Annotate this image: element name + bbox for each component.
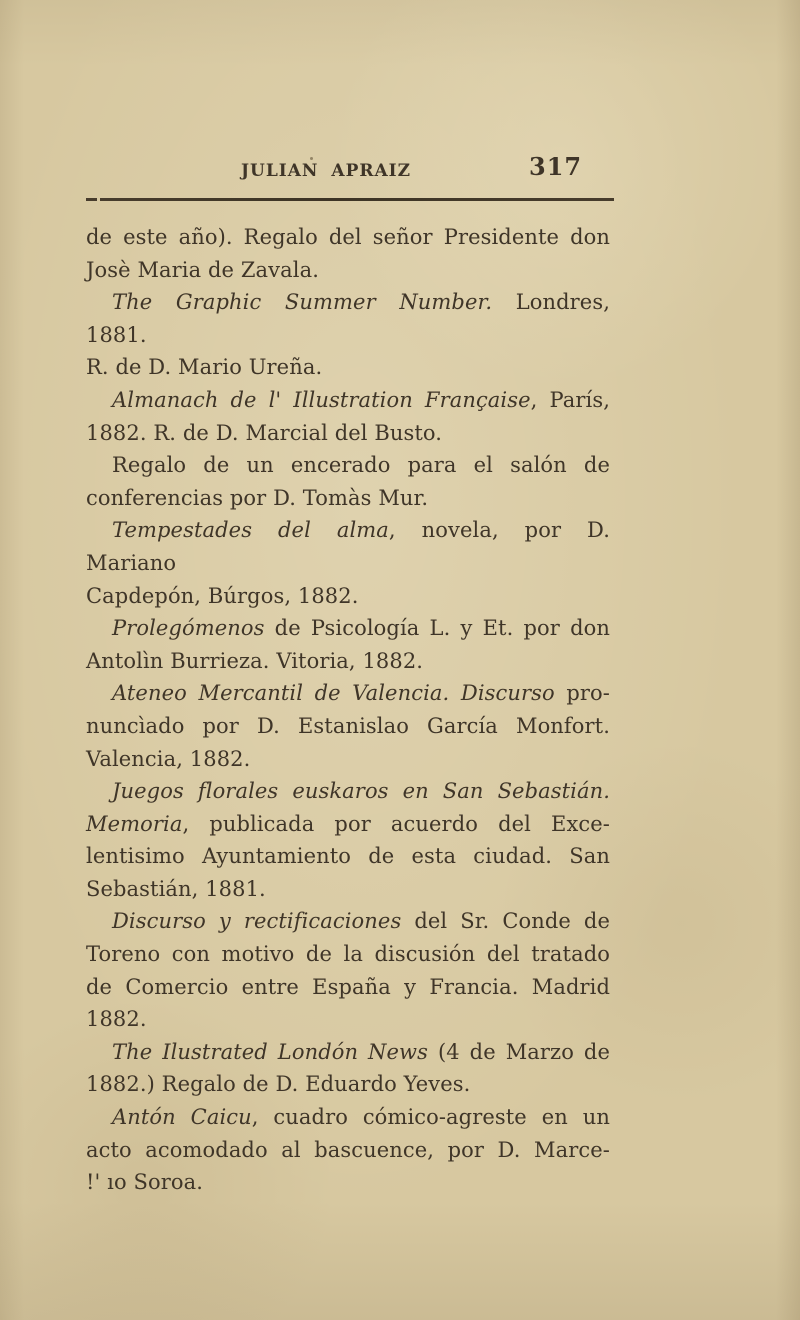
paragraph bbox=[86, 775, 610, 905]
header-rule-dash bbox=[86, 198, 97, 201]
header-rule bbox=[100, 198, 614, 201]
text-line bbox=[86, 1003, 610, 1036]
text-segment: acto acomodado al bascuence, por D. Marce- bbox=[86, 1137, 610, 1162]
text-segment: Toreno con motivo de la discusión del tratado bbox=[86, 942, 610, 967]
paragraph bbox=[86, 677, 610, 775]
text-line bbox=[86, 1166, 610, 1199]
text-segment: R. de D. Mario Ureña. bbox=[86, 355, 323, 380]
text-line bbox=[86, 449, 610, 482]
italic-text-segment: Almanach de l' Illustration Française bbox=[112, 387, 531, 412]
italic-text-segment: Juegos florales euskaros en San Sebastián. bbox=[112, 779, 610, 804]
text-line bbox=[86, 1134, 610, 1167]
text-segment: , novela, por D. Mariano bbox=[86, 518, 610, 575]
paragraph bbox=[86, 449, 610, 514]
text-line bbox=[86, 743, 610, 776]
text-line bbox=[86, 351, 610, 384]
text-segment: Sebastián, 1881. bbox=[86, 876, 266, 901]
text-segment: Valencia, 1882. bbox=[86, 746, 251, 771]
text-line bbox=[86, 938, 610, 971]
text-line bbox=[86, 808, 610, 841]
text-segment: del Sr. Conde de bbox=[401, 909, 610, 934]
text-segment: de Psicología L. y Et. por don bbox=[264, 616, 610, 641]
italic-text-segment: The Ilustrated Londón News bbox=[112, 1039, 429, 1064]
text-segment: Josè Maria de Zavala. bbox=[86, 257, 319, 282]
paragraph bbox=[86, 514, 610, 612]
italic-text-segment: Prolegómenos bbox=[112, 616, 265, 641]
text-line bbox=[86, 384, 610, 417]
text-line bbox=[86, 580, 610, 613]
text-segment: , publicada por acuerdo del Exce- bbox=[182, 811, 610, 836]
text-segment: lentisimo Ayuntamiento de esta ciudad. San bbox=[86, 844, 610, 869]
text-line bbox=[86, 286, 610, 351]
text-line bbox=[86, 514, 610, 579]
running-head-title: JULIAN APRAIZ bbox=[240, 161, 412, 181]
italic-text-segment: Memoria bbox=[86, 811, 183, 836]
text-segment: !' ıo Soroa. bbox=[86, 1170, 204, 1195]
text-segment: de Comercio entre España y Francia. Madrid bbox=[86, 974, 610, 999]
text-line bbox=[86, 873, 610, 906]
italic-text-segment: The Graphic Summer Number. bbox=[112, 290, 493, 315]
paragraph bbox=[86, 286, 610, 384]
text-line bbox=[86, 1036, 610, 1069]
text-line bbox=[86, 840, 610, 873]
text-segment: conferencias por D. Tomàs Mur. bbox=[86, 485, 429, 510]
text-segment: (4 de Marzo de bbox=[428, 1039, 610, 1064]
paragraph bbox=[86, 1101, 610, 1199]
text-line bbox=[86, 1101, 610, 1134]
text-line bbox=[86, 1068, 610, 1101]
text-line bbox=[86, 482, 610, 515]
text-segment: Londres, 1881. bbox=[86, 290, 610, 347]
text-line bbox=[86, 677, 610, 710]
italic-text-segment: Tempestades del alma bbox=[112, 518, 389, 543]
italic-text-segment: Discurso y rectificaciones bbox=[112, 909, 402, 934]
paragraph bbox=[86, 1036, 610, 1101]
text-line bbox=[86, 645, 610, 678]
text-segment: Antolìn Burrieza. Vitoria, 1882. bbox=[86, 648, 424, 673]
italic-text-segment: Antón Caicu bbox=[112, 1105, 252, 1130]
page-text bbox=[86, 221, 610, 1199]
text-segment: Regalo de un encerado para el salón de bbox=[112, 453, 610, 478]
text-line bbox=[86, 221, 610, 254]
text-segment: 1882. bbox=[86, 1007, 147, 1032]
paragraph bbox=[86, 221, 610, 286]
text-segment: pro- bbox=[554, 681, 610, 706]
paragraph bbox=[86, 612, 610, 677]
text-line bbox=[86, 417, 610, 450]
text-line bbox=[86, 710, 610, 743]
text-segment: , cuadro cómico-agreste en un bbox=[251, 1105, 610, 1130]
text-line bbox=[86, 612, 610, 645]
text-line bbox=[86, 971, 610, 1004]
text-line bbox=[86, 254, 610, 287]
text-line bbox=[86, 775, 610, 808]
text-segment: de este año). Regalo del señor Presidente don bbox=[86, 225, 610, 249]
text-segment: , París, bbox=[530, 387, 610, 412]
text-segment: 1882. R. de D. Marcial del Busto. bbox=[86, 420, 443, 445]
text-segment: Capdepón, Búrgos, 1882. bbox=[86, 583, 359, 608]
text-line bbox=[86, 905, 610, 938]
paragraph bbox=[86, 905, 610, 1035]
text-segment: nuncìado por D. Estanislao García Monfort. bbox=[86, 713, 610, 738]
paragraph bbox=[86, 384, 610, 449]
text-segment: 1882.) Regalo de D. Eduardo Yeves. bbox=[86, 1072, 471, 1097]
page-number: 317 bbox=[529, 152, 583, 181]
paper-speck bbox=[310, 157, 313, 160]
italic-text-segment: Ateneo Mercantil de Valencia. Discurso bbox=[112, 681, 555, 706]
